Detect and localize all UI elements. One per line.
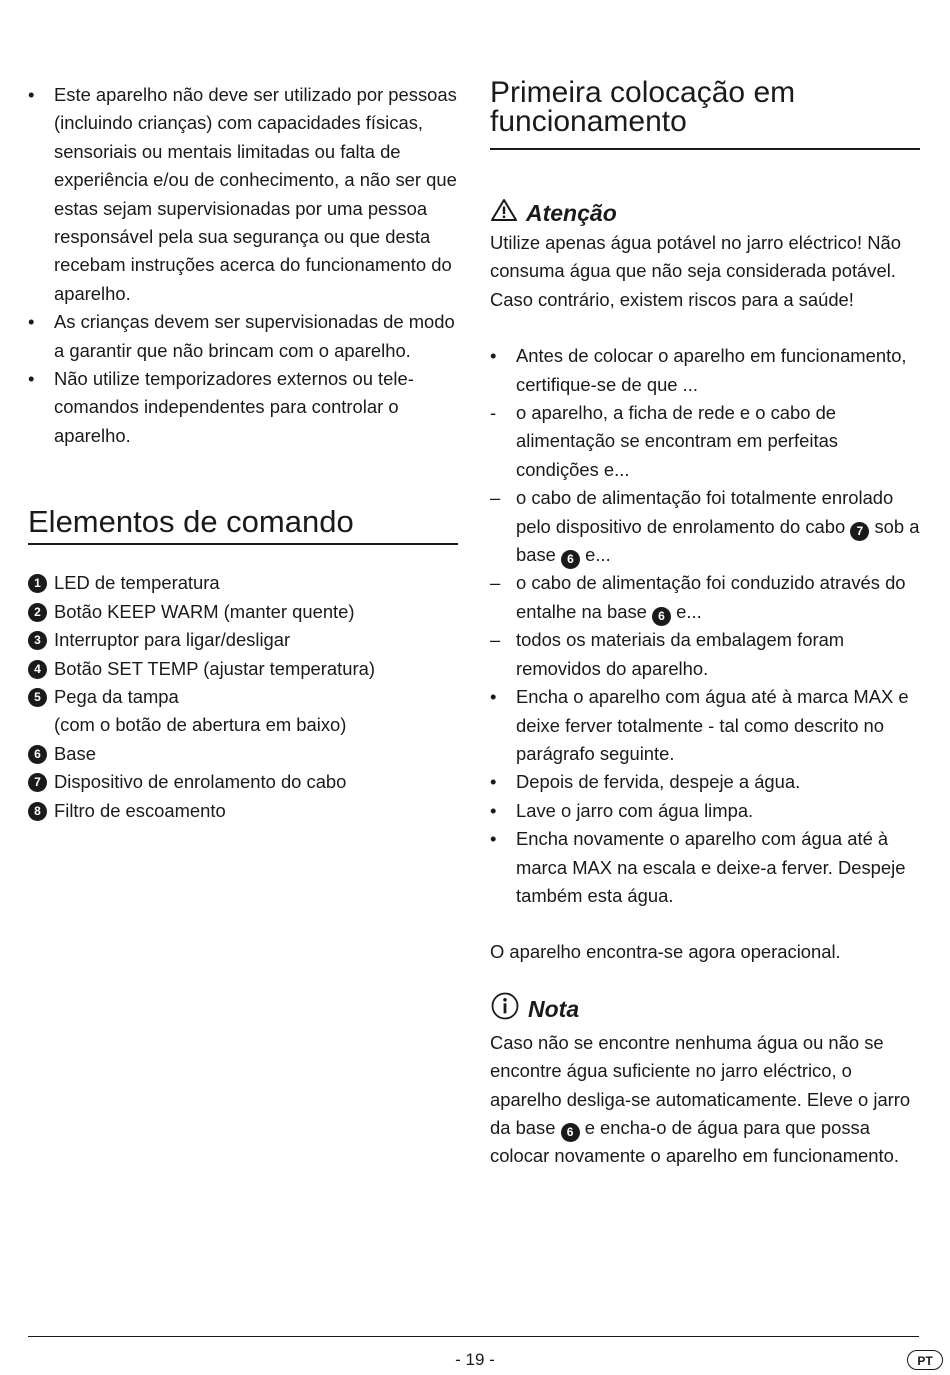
bullet-text: Este aparelho não deve ser utilizado por pessoas (incluindo crianças) com capacidades físicas, sensoriais ou mentais limitadas ou falta de experiência e/ou de conhecimento, a não ser que estas sejam supervisionadas por uma pessoa responsável pela sua segurança ou que desta recebam instruções acerca do funcionamento do aparelho. xyxy=(54,84,457,304)
note-heading xyxy=(490,991,920,1027)
number-badge: 3 xyxy=(28,631,47,650)
list-item: - o aparelho, a ficha de rede e o cabo de alimentação se encontram em perfeitas condições e... xyxy=(490,402,838,480)
control-item: 8 Filtro de escoamento xyxy=(28,797,458,825)
number-badge: 6 xyxy=(561,550,580,569)
control-item: 2 Botão KEEP WARM (manter quente) xyxy=(28,598,458,626)
safety-bullets xyxy=(28,81,458,450)
number-badge: 1 xyxy=(28,574,47,593)
list-item: • Encha o aparelho com água até à marca MAX e deixe ferver totalmente - tal como descrito no parágrafo seguinte. xyxy=(490,686,909,764)
controls-heading: Elementos de comando xyxy=(28,506,458,545)
number-badge: 8 xyxy=(28,802,47,821)
note-text: Caso não se encontre nenhuma água ou não se encontre água suficiente no jarro eléctrico, o aparelho desliga-se automaticamente. Eleve o jarro da base 6 e encha-o de água para que possa colocar novamente o aparelho em funcionamento. xyxy=(490,1031,911,1167)
list-item: • As crianças devem ser supervisionadas de modo a garantir que não brincam com o aparelho. xyxy=(28,311,455,361)
control-item: 1 LED de temperatura xyxy=(28,569,458,597)
list-item: – todos os materiais da embalagem foram removidos do aparelho. xyxy=(490,629,845,679)
language-badge: PT xyxy=(907,1350,943,1370)
number-badge: 6 xyxy=(28,745,47,764)
control-item: 7 Dispositivo de enrolamento do cabo xyxy=(28,768,458,796)
number-badge: 4 xyxy=(28,660,47,679)
control-item: 3 Interruptor para ligar/desligar xyxy=(28,626,458,654)
list-item: • Antes de colocar o aparelho em funcionamento, certifique-se de que ... xyxy=(490,345,907,395)
section-heading: Primeira colocação em funcionamento xyxy=(490,78,920,150)
left-column xyxy=(28,0,458,825)
startup-steps xyxy=(490,342,920,910)
note-title: Nota xyxy=(528,995,580,1022)
control-item: 6 Base xyxy=(28,740,458,768)
bullet-text: As crianças devem ser supervisionadas de modo a garantir que não brincam com o aparelho. xyxy=(54,311,455,361)
number-badge: 6 xyxy=(652,607,671,626)
number-badge: 2 xyxy=(28,603,47,622)
list-item: – o cabo de alimentação foi totalmente enrolado pelo dispositivo de enrolamento do cabo 7 sob a base 6 e... xyxy=(490,484,920,569)
list-item: • Não utilize temporizadores externos ou tele-comandos independentes para controlar o aparelho. xyxy=(28,368,414,446)
number-badge: 7 xyxy=(850,522,869,541)
list-item: • Este aparelho não deve ser utilizado por pessoas (incluindo crianças) com capacidades físicas, sensoriais ou mentais limitadas ou falta de experiência e/ou de conhecimento, a não ser que estas sejam supervisionadas por uma pessoa responsável pela sua segurança ou que desta recebam instruções acerca do funcionamento do aparelho. xyxy=(28,84,457,304)
number-badge: 5 xyxy=(28,688,47,707)
info-circle-icon xyxy=(490,991,520,1027)
number-badge: 7 xyxy=(28,773,47,792)
warning-text: Utilize apenas água potável no jarro eléctrico! Não consuma água que não seja considerada potável. Caso contrário, existem riscos para a saúde! xyxy=(490,232,901,310)
ready-text: O aparelho encontra-se agora operacional. xyxy=(490,941,841,963)
list-item: – o cabo de alimentação foi conduzido através do entalhe na base 6 e... xyxy=(490,569,920,626)
list-item: • Depois de fervida, despeje a água. xyxy=(490,771,801,793)
warning-heading xyxy=(490,198,920,228)
right-column xyxy=(490,0,920,1171)
page-number: - 19 - xyxy=(455,1350,495,1369)
bullet-text: Não utilize temporizadores externos ou tele-comandos independentes para controlar o aparelho. xyxy=(54,368,414,446)
warning-triangle-icon xyxy=(490,198,518,228)
list-item: • Lave o jarro com água limpa. xyxy=(490,799,754,821)
warning-title: Atenção xyxy=(526,200,617,226)
control-item: 5 Pega da tampa (com o botão de abertura em baixo) xyxy=(28,683,458,740)
footer-divider xyxy=(28,1336,919,1337)
list-item: • Encha novamente o aparelho com água até à marca MAX na escala e deixe-a ferver. Despeje também esta água. xyxy=(490,828,906,906)
control-item: 4 Botão SET TEMP (ajustar temperatura) xyxy=(28,655,458,683)
controls-list xyxy=(28,569,458,825)
number-badge: 6 xyxy=(561,1123,580,1142)
